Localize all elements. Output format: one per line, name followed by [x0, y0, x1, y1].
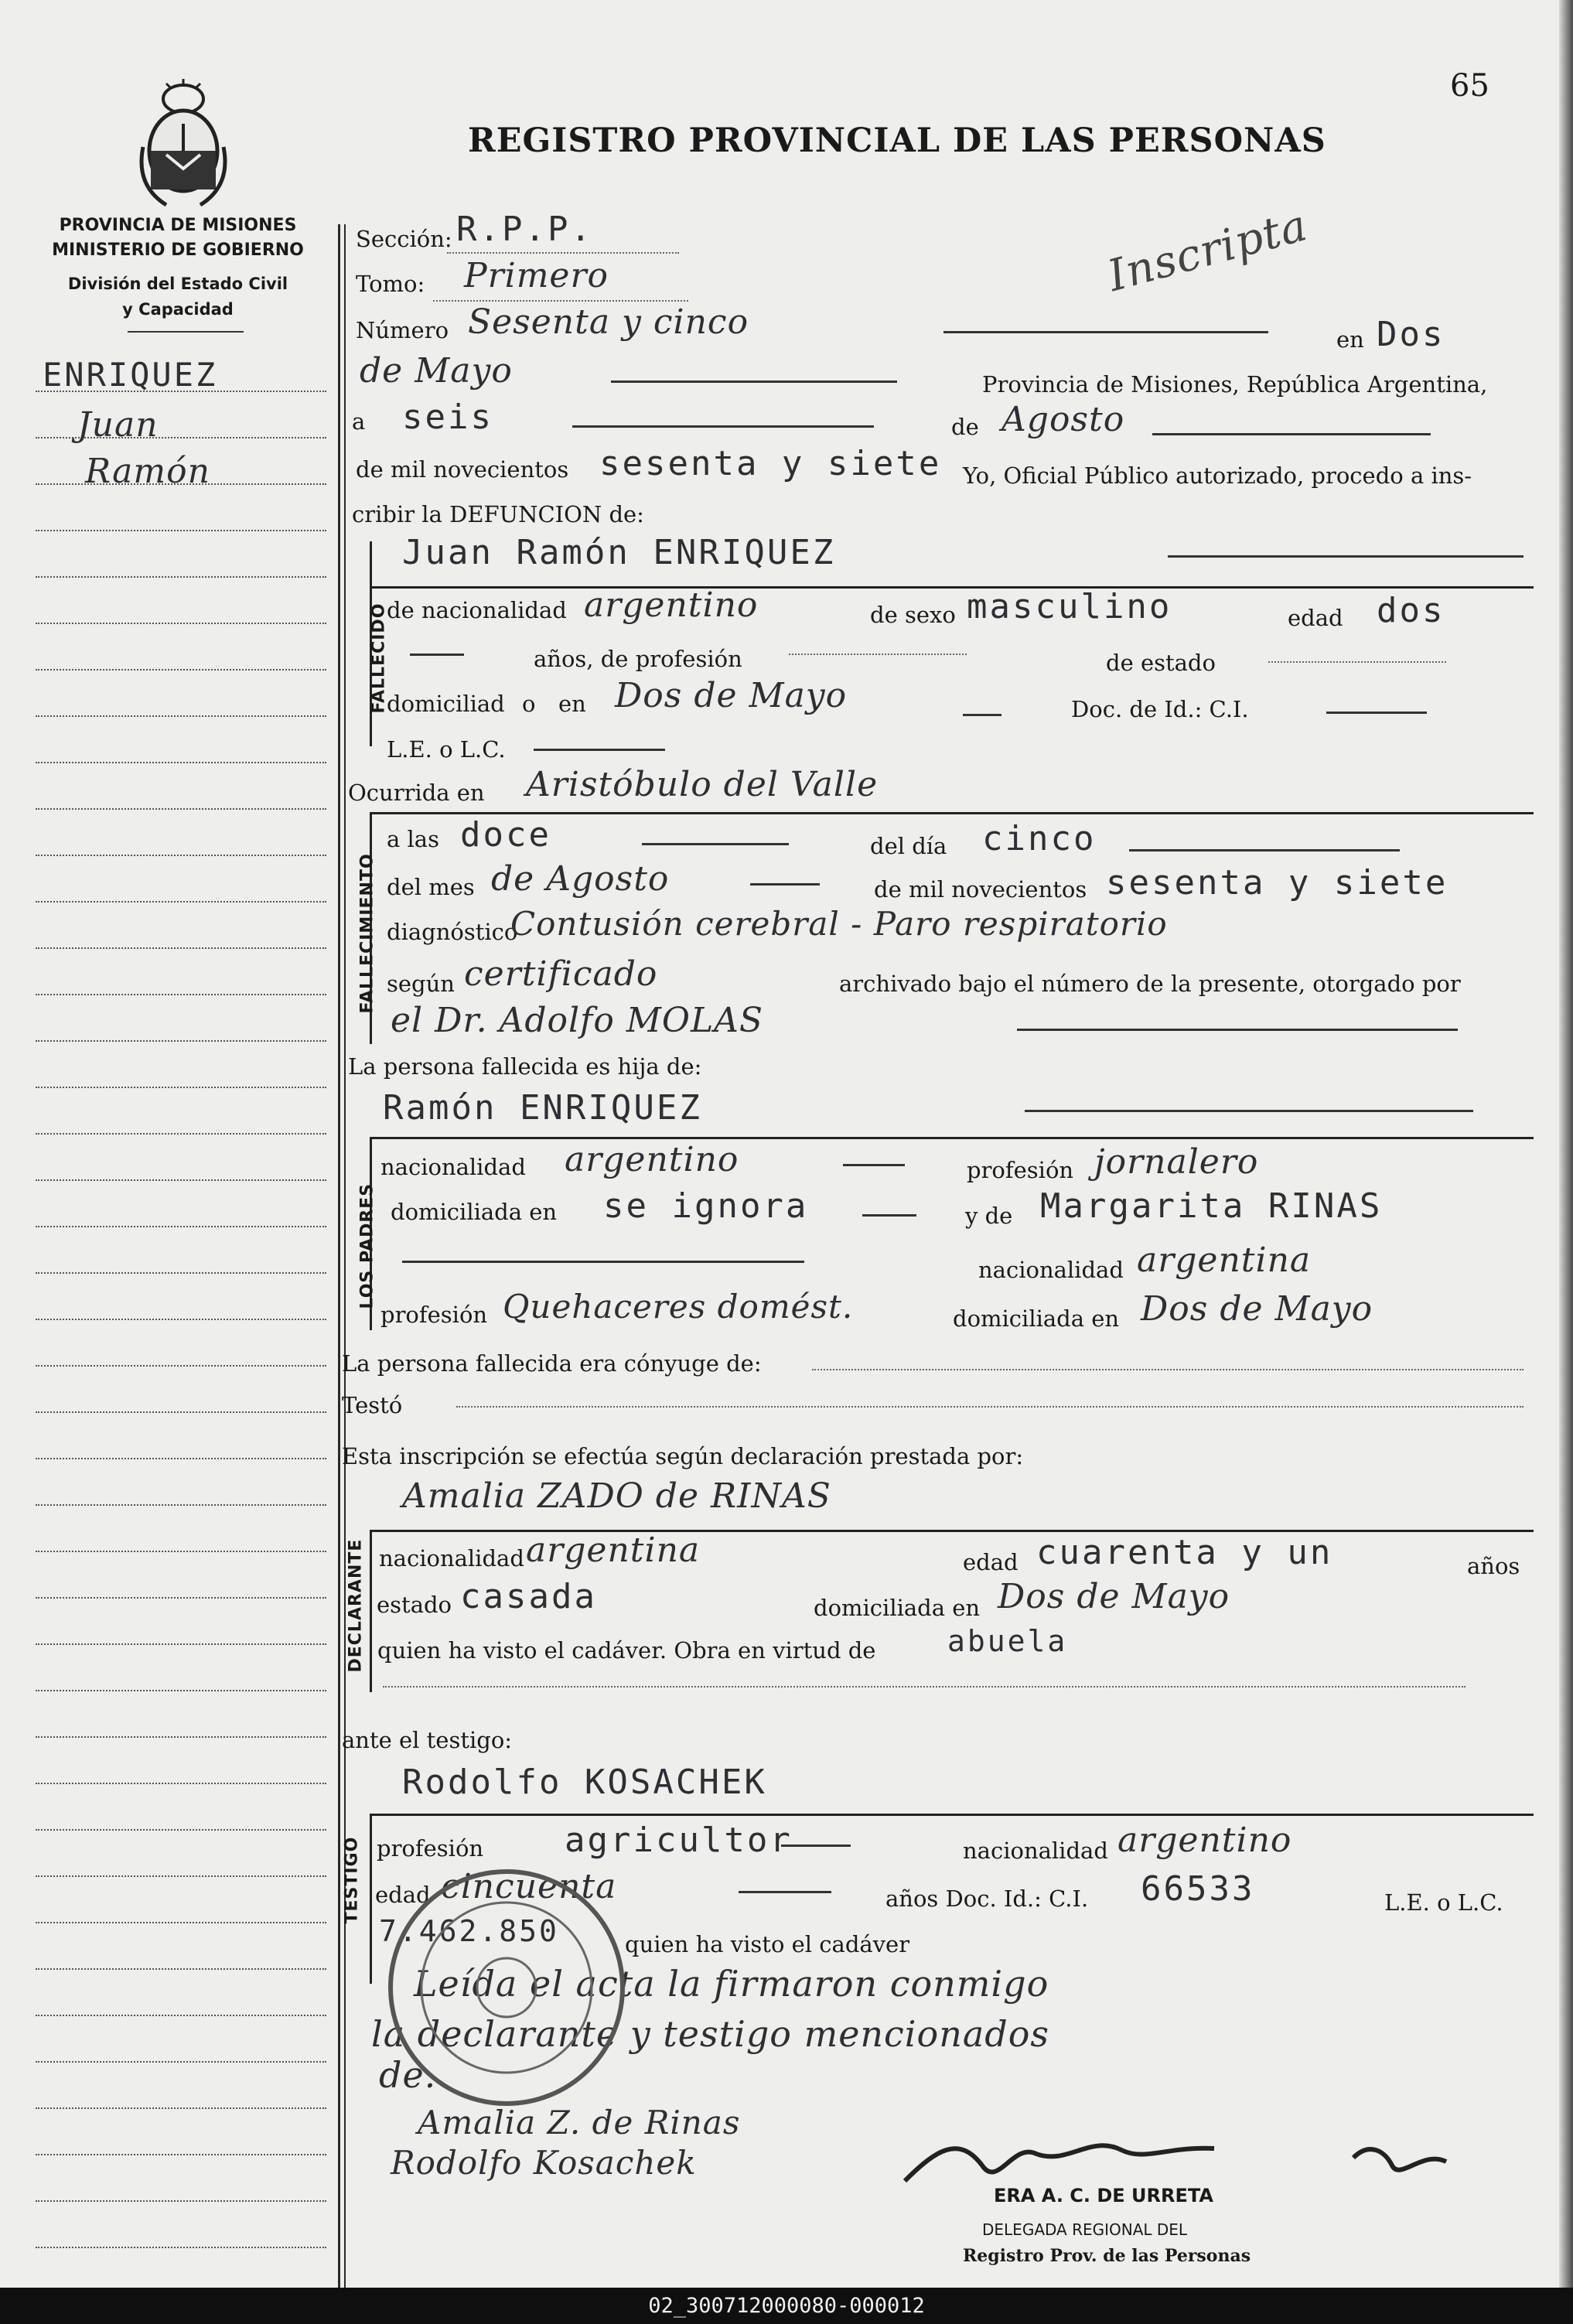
- box-testigo: [370, 1814, 372, 1984]
- value-lugar: de Mayo: [360, 351, 513, 391]
- value-nacionalidad: argentino: [584, 585, 759, 625]
- official-seal-icon: [379, 1860, 634, 2115]
- label-provincia: Provincia de Misiones, República Argentina,: [982, 371, 1488, 398]
- dashline: [572, 425, 874, 428]
- label-anos-doc: años Doc. Id.: C.I.: [885, 1885, 1089, 1912]
- section-fallecimiento: FALLECIMIENTO: [357, 853, 377, 1014]
- signature-testigo: Rodolfo Kosachek: [391, 2144, 697, 2182]
- value-declarante-estado: casada: [460, 1577, 597, 1616]
- label-archivado: archivado bajo el número de la presente, otorgado por: [839, 971, 1461, 997]
- label-de-estado: de estado: [1106, 650, 1216, 676]
- header-ministry: MINISTERIO DE GOBIERNO: [52, 241, 304, 260]
- inscripta-stamp: Inscripta: [1102, 200, 1313, 302]
- value-padre-nacionalidad: argentino: [565, 1140, 739, 1179]
- label-doc-id: Doc. de Id.: C.I.: [1071, 696, 1249, 722]
- box-fallecimiento-top: [370, 812, 1534, 814]
- margin-surname: ENRIQUEZ: [43, 356, 218, 394]
- dotline: [812, 1369, 1524, 1370]
- label-padre-nacionalidad: nacionalidad: [380, 1154, 526, 1180]
- signature-declarante: Amalia Z. de Rinas: [418, 2104, 741, 2141]
- dashline: [402, 1261, 804, 1263]
- box-testigo-top: [370, 1814, 1534, 1816]
- dashline: [410, 654, 464, 656]
- label-padre-profesion: profesión: [967, 1157, 1074, 1183]
- dashline: [1168, 555, 1524, 558]
- value-dia: seis: [402, 398, 493, 437]
- dotline: [433, 300, 688, 302]
- label-domiciliado: domiciliad: [387, 691, 505, 717]
- value-anio-fallec: sesenta y siete: [1106, 863, 1448, 903]
- value-padre-profesion: jornalero: [1094, 1142, 1259, 1182]
- dotline: [383, 1686, 1466, 1688]
- label-madre-domiciliada: domiciliada en: [953, 1305, 1120, 1332]
- dashline: [1152, 433, 1431, 435]
- label-hija-de: La persona fallecida es hija de:: [348, 1053, 702, 1080]
- dotline: [447, 252, 679, 254]
- value-ocurrida: Aristóbulo del Valle: [526, 765, 879, 804]
- dashline: [1025, 1110, 1473, 1112]
- label-declarante-estado: estado: [377, 1592, 452, 1618]
- image-filename: 02_300712000080-000012: [0, 2288, 1573, 2324]
- label-yo-oficial: Yo, Oficial Público autorizado, procedo a ins-: [963, 462, 1472, 489]
- margin-first-name: Juan: [77, 405, 159, 445]
- label-sexo: de sexo: [870, 602, 956, 628]
- label-anos-profesion: años, de profesión: [534, 646, 742, 672]
- section-padres: LOS PADRES: [357, 1182, 377, 1309]
- dashline: [534, 749, 665, 751]
- header-division: División del Estado Civil: [67, 275, 288, 293]
- value-testigo-le: 7.462.850: [379, 1914, 559, 1948]
- value-mes: Agosto: [1001, 400, 1125, 439]
- dashline: [843, 1164, 905, 1166]
- value-padre: Ramón ENRIQUEZ: [383, 1088, 702, 1128]
- dotline: [456, 1406, 1524, 1408]
- value-leida-2: la declarante y testigo mencionados: [371, 2013, 1050, 2055]
- label-ocurrida: Ocurrida en: [348, 780, 485, 806]
- label-diagnostico: diagnóstico: [387, 919, 518, 945]
- label-testigo-profesion: profesión: [377, 1835, 484, 1862]
- value-diagnostico: Contusión cerebral - Paro respiratorio: [510, 905, 1168, 943]
- label-en: en: [1336, 326, 1364, 353]
- value-madre-nacionalidad: argentina: [1137, 1240, 1312, 1280]
- value-medico: el Dr. Adolfo MOLAS: [391, 1001, 764, 1040]
- box-declarante: [370, 1530, 372, 1692]
- value-seccion: R.P.P.: [456, 210, 593, 249]
- label-quien-visto: quien ha visto el cadáver. Obra en virtud de: [377, 1637, 876, 1664]
- label-declarante-edad: edad: [963, 1549, 1019, 1575]
- dashline: [862, 1214, 916, 1217]
- label-madre-profesion: profesión: [380, 1302, 488, 1328]
- official-role: DELEGADA REGIONAL DEL: [982, 2220, 1188, 2239]
- label-declarante-anos: años: [1467, 1553, 1520, 1579]
- dashline: [781, 1845, 851, 1847]
- value-anio: sesenta y siete: [599, 444, 942, 483]
- label-y-de: y de: [965, 1203, 1013, 1229]
- box-fallecido-top: [370, 586, 1534, 589]
- value-padre-domicilio: se ignora: [603, 1186, 809, 1226]
- header-rule: [128, 331, 244, 333]
- label-seccion: Sección:: [356, 226, 452, 252]
- dashline: [642, 843, 789, 845]
- value-mes-fallec: de Agosto: [491, 859, 670, 899]
- label-segun: según: [387, 971, 455, 997]
- margin-divider-2: [344, 224, 346, 2288]
- dashline: [1326, 712, 1427, 714]
- label-tomo: Tomo:: [356, 271, 425, 297]
- value-declarante-edad: cuarenta y un: [1036, 1533, 1333, 1572]
- value-leida-3: de.: [379, 2054, 437, 2096]
- label-a: a: [352, 408, 366, 435]
- section-fallecido: FALLECIDO: [369, 602, 389, 714]
- value-declarante-domicilio: Dos de Mayo: [998, 1577, 1230, 1616]
- label-testigo-nacionalidad: nacionalidad: [963, 1838, 1108, 1864]
- value-domicilio: Dos de Mayo: [615, 676, 848, 715]
- dotline: [789, 654, 967, 655]
- value-edad: dos: [1377, 591, 1445, 630]
- label-le-lc: L.E. o L.C.: [387, 736, 506, 763]
- value-leida-1: Leída el acta la firmaron conmigo: [414, 1963, 1049, 2005]
- value-testigo-ci: 66533: [1141, 1869, 1255, 1909]
- value-dia-fallec: cinco: [982, 819, 1097, 858]
- dashline: [1129, 849, 1400, 851]
- value-madre-profesion: Quehaceres domést.: [503, 1288, 854, 1326]
- section-declarante: DECLARANTE: [346, 1538, 366, 1673]
- label-madre-nacionalidad: nacionalidad: [978, 1257, 1124, 1283]
- official-office: Registro Prov. de las Personas: [963, 2246, 1251, 2266]
- label-cribir: cribir la DEFUNCION de:: [352, 501, 644, 527]
- dashline: [943, 331, 1268, 333]
- label-de-mes: de: [951, 414, 979, 440]
- value-numero: Sesenta y cinco: [468, 302, 749, 342]
- value-madre: Margarita RINAS: [1040, 1186, 1383, 1226]
- label-le-o-lc: L.E. o L.C.: [1384, 1889, 1503, 1916]
- label-del-mes: del mes: [387, 874, 475, 900]
- dashline: [750, 883, 820, 886]
- label-a-las: a las: [387, 826, 439, 852]
- dotline: [1268, 661, 1446, 663]
- header-capacity: y Capacidad: [122, 300, 234, 319]
- margin-middle-name: Ramón: [85, 452, 210, 491]
- value-declarante-virtud: abuela: [947, 1624, 1068, 1658]
- label-de-mil: de mil novecientos: [356, 456, 569, 483]
- label-testo: Testó: [342, 1392, 403, 1418]
- label-ante-testigo: ante el testigo:: [342, 1727, 513, 1753]
- value-testigo-edad: cincuenta: [441, 1867, 617, 1906]
- label-nacionalidad-de: de nacionalidad: [387, 597, 567, 623]
- dashline: [1017, 1029, 1458, 1031]
- label-quien-visto2: quien ha visto el cadáver: [625, 1931, 910, 1957]
- page-number: 65: [1450, 68, 1489, 104]
- label-conyuge: La persona fallecida era cónyuge de:: [342, 1350, 762, 1377]
- section-testigo: TESTIGO: [342, 1836, 362, 1924]
- value-madre-domicilio: Dos de Mayo: [1141, 1289, 1373, 1329]
- label-domic-o: o: [522, 691, 536, 717]
- label-padre-domicilio: domiciliada en: [391, 1199, 558, 1225]
- value-segun: certificado: [464, 954, 658, 994]
- page-edge: [1559, 0, 1573, 2288]
- value-declarante-nacionalidad: argentina: [526, 1531, 701, 1570]
- box-padres-top: [370, 1137, 1534, 1139]
- label-numero: Número: [356, 317, 449, 343]
- label-de-mil-nov: de mil novecientos: [874, 876, 1087, 903]
- value-testigo-nacionalidad: argentino: [1117, 1821, 1292, 1860]
- header-province: PROVINCIA DE MISIONES: [59, 216, 297, 235]
- label-testigo-edad: edad: [375, 1882, 431, 1908]
- value-hora: doce: [460, 815, 551, 855]
- value-tomo: Primero: [464, 256, 609, 295]
- label-edad: edad: [1288, 605, 1343, 631]
- label-del-dia: del día: [870, 833, 947, 859]
- label-declarante-nacionalidad: nacionalidad: [379, 1545, 524, 1572]
- dashline: [611, 381, 897, 383]
- label-inscripcion: Esta inscripción se efectúa según declaración prestada por:: [342, 1443, 1024, 1469]
- document-title: REGISTRO PROVINCIAL DE LAS PERSONAS: [468, 121, 1326, 160]
- value-en: Dos: [1377, 315, 1445, 354]
- value-nombre-fallecido: Juan Ramón ENRIQUEZ: [402, 533, 836, 572]
- dashline: [739, 1891, 831, 1893]
- label-declarante-domiciliada: domiciliada en: [814, 1595, 981, 1621]
- label-domic-en: en: [558, 691, 586, 717]
- margin-divider: [338, 224, 340, 2288]
- value-testigo: Rodolfo KOSACHEK: [402, 1763, 767, 1802]
- value-sexo: masculino: [967, 587, 1172, 626]
- dashline: [963, 714, 1001, 716]
- coat-of-arms-icon: [135, 77, 232, 209]
- official-name: ERA A. C. DE URRETA: [994, 2185, 1213, 2206]
- value-declarante: Amalia ZADO de RINAS: [402, 1476, 831, 1516]
- value-testigo-profesion: agricultor: [565, 1821, 793, 1860]
